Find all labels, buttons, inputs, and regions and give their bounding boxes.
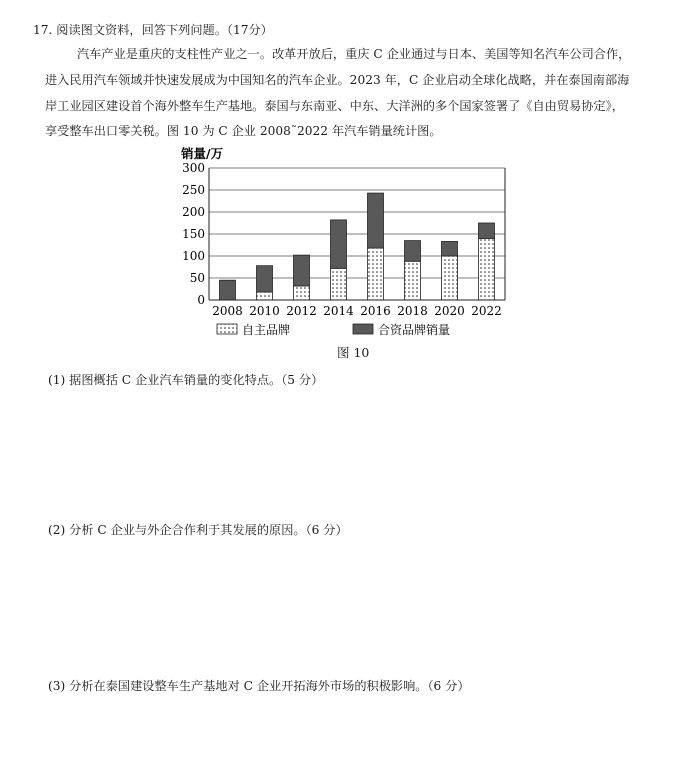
y-tick-label: 250	[182, 183, 205, 197]
bar-own-brand	[368, 248, 384, 300]
y-tick-label: 300	[182, 161, 205, 175]
y-tick-label: 0	[197, 293, 205, 307]
y-tick-label: 100	[182, 249, 205, 263]
legend-label-own-brand: 自主品牌	[242, 323, 291, 337]
x-tick-label: 2014	[323, 304, 354, 318]
bar-jv-brand	[405, 241, 421, 262]
sub-question-2: (2) 分析 C 企业与外企合作利于其发展的原因。（6 分）	[48, 523, 348, 537]
y-tick-label: 150	[182, 227, 205, 241]
paragraph-line: 进入民用汽车领域并快速发展成为中国知名的汽车企业。2023 年，C 企业启动全球化战略，并在泰国南部海	[45, 73, 630, 87]
sub-question-1: (1) 据图概括 C 企业汽车销量的变化特点。（5 分）	[48, 373, 324, 387]
bar-own-brand	[294, 286, 310, 300]
bar-jv-brand	[331, 220, 347, 268]
bar-own-brand	[442, 256, 458, 300]
paragraph-line: 享受整车出口零关税。图 10 为 C 企业 2008˜2022 年汽车销量统计图。	[45, 124, 442, 138]
x-tick-label: 2016	[360, 304, 391, 318]
paragraph-line: 汽车产业是重庆的支柱性产业之一。改革开放后，重庆 C 企业通过与日本、美国等知名汽车公司合作，	[77, 47, 631, 61]
bar-jv-brand	[220, 280, 236, 300]
chart-bars	[220, 193, 495, 300]
bar-own-brand	[257, 292, 273, 300]
chart-gridlines	[209, 168, 505, 278]
chart-legend	[217, 322, 450, 337]
x-tick-label: 2010	[249, 304, 280, 318]
question-header: 17. 阅读图文资料，回答下列问题。（17分）	[33, 23, 273, 37]
x-tick-label: 2008	[212, 304, 243, 318]
legend-swatch-jv-brand	[353, 324, 373, 334]
legend-swatch-own-brand	[217, 324, 237, 334]
bar-own-brand	[479, 238, 495, 300]
bar-own-brand	[405, 261, 421, 300]
sales-chart	[175, 146, 515, 342]
x-tick-label: 2018	[397, 304, 428, 318]
y-tick-label: 200	[182, 205, 205, 219]
x-tick-label: 2022	[471, 304, 502, 318]
figure-caption: 图 10	[337, 345, 370, 360]
x-tick-label: 2012	[286, 304, 317, 318]
sub-question-3: (3) 分析在泰国建设整车生产基地对 C 企业开拓海外市场的积极影响。（6 分）	[48, 679, 470, 693]
bar-jv-brand	[479, 223, 495, 238]
bar-own-brand	[331, 268, 347, 300]
legend-label-jv-brand: 合资品牌销量	[378, 323, 451, 337]
bar-jv-brand	[294, 255, 310, 286]
y-axis-label: 销量/万	[181, 146, 224, 161]
bar-jv-brand	[368, 193, 384, 248]
bar-jv-brand	[442, 241, 458, 256]
y-tick-label: 50	[189, 271, 205, 285]
x-tick-label: 2020	[434, 304, 465, 318]
paragraph-line: 岸工业园区建设首个海外整车生产基地。泰国与东南亚、中东、大洋洲的多个国家签署了《自由贸易协定》，	[45, 99, 624, 113]
bar-jv-brand	[257, 266, 273, 292]
